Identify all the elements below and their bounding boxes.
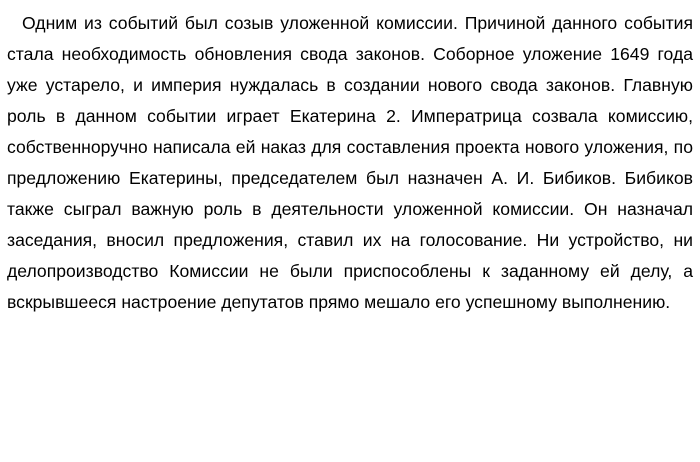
body-paragraph: Одним из событий был созыв уложенной комиссии. Причиной данного события стала необходимость обновления свода законов. Соборное уложение 1649 года уже устарело, и империя нуждалась в создании нового свода законов. Главную роль в данном событии играет Екатерина 2. Императрица созвала комиссию, собственноручно написала ей наказ для составления проекта нового уложения, по предложению Екатерины, председателем был назначен А. И. Бибиков. Бибиков также сыграл важную роль в деятельности уложенной комиссии. Он назначал заседания, вносил предложения, ставил их на голосование. Ни устройство, ни делопроизводство Комиссии не были приспособлены к заданному ей делу, а вскрывшееся настроение депутатов прямо мешало его успешному выполнению.: [7, 13, 693, 312]
document-page: [7, 8, 693, 318]
